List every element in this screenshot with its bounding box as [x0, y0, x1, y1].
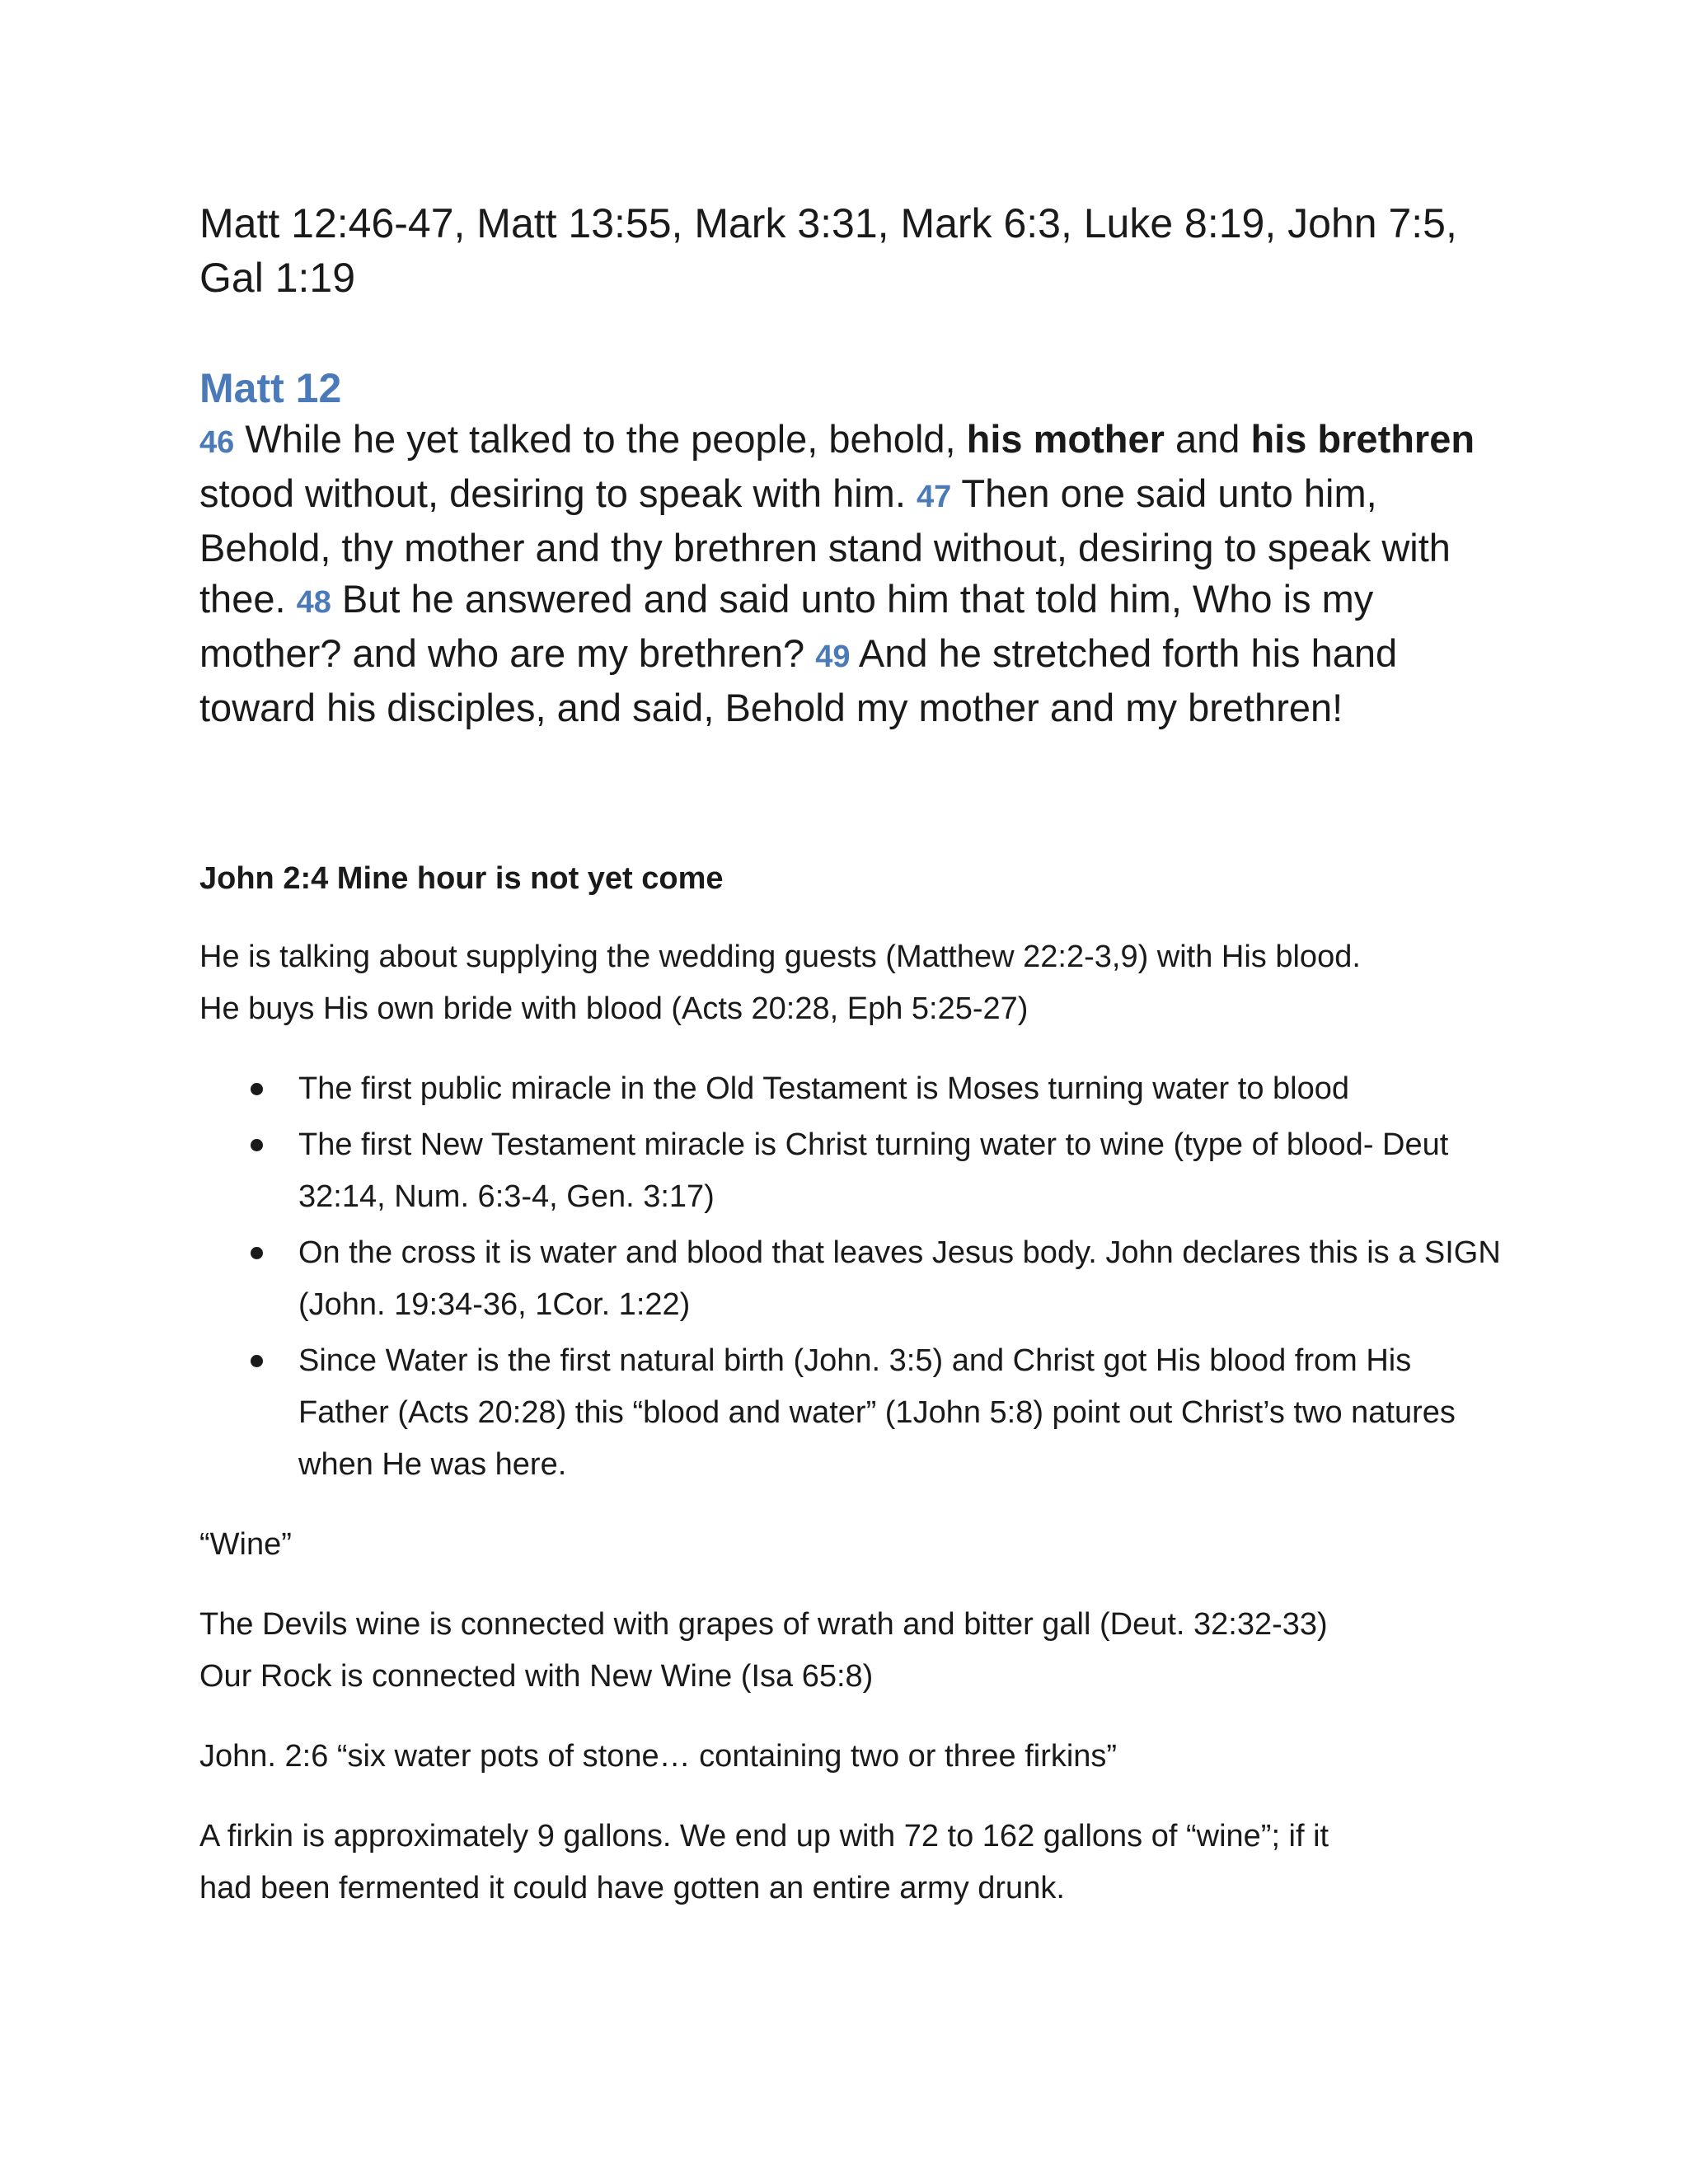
- list-item: [199, 1063, 1502, 1115]
- verse-46-bold-mother: his mother: [966, 417, 1165, 461]
- cross-references: [199, 196, 1502, 305]
- verse-number-49: 49: [815, 640, 851, 674]
- verse-47-text: Then one said unto him, Behold, thy mother and thy brethren stand without, desiring to speak with thee.: [199, 471, 1451, 621]
- verse-number-46: 46: [199, 425, 235, 460]
- firkin-paragraph: [199, 1811, 1502, 1915]
- list-item: [199, 1119, 1502, 1223]
- firkin-line-2: had been fermented it could have gotten an entire army drunk.: [199, 1871, 1065, 1905]
- verse-46-text-c: stood without, desiring to speak with him.: [199, 471, 917, 515]
- verse-46-text-b: and: [1164, 417, 1251, 461]
- firkin-line-1: A firkin is approximately 9 gallons. We end up with 72 to 162 gallons of “wine”; if it: [199, 1819, 1329, 1854]
- wine-paragraph: [199, 1599, 1502, 1703]
- study-notes: [199, 857, 1502, 1943]
- verse-number-48: 48: [296, 585, 331, 620]
- wine-line-1: The Devils wine is connected with grapes of wrath and bitter gall (Deut. 32:32-33): [199, 1607, 1328, 1642]
- bullet-text: Since Water is the first natural birth (John. 3:5) and Christ got His blood from His Father (Acts 20:28) this “blood and water” (1John 5:8) point out Christ’s two natures when He was here.: [298, 1343, 1456, 1482]
- wine-line-2: Our Rock is connected with New Wine (Isa 65:8): [199, 1659, 874, 1694]
- bullet-icon: [251, 1355, 263, 1367]
- notes-heading: John 2:4 Mine hour is not yet come: [199, 861, 724, 896]
- miracle-bullet-list: [199, 1063, 1502, 1491]
- bullet-text: The first New Testament miracle is Christ turning water to wine (type of blood- Deut 32:14, Num. 6:3-4, Gen. 3:17): [298, 1127, 1449, 1214]
- passage-title: Matt 12: [199, 365, 342, 411]
- passage-text: [199, 414, 1502, 733]
- intro-paragraph: [199, 931, 1502, 1035]
- intro-line-2: He buys His own bride with blood (Acts 20:28, Eph 5:25-27): [199, 991, 1029, 1026]
- verse-48-text: But he answered and said unto him that told him, Who is my mother? and who are my brethren?: [199, 577, 1374, 675]
- list-item: [199, 1227, 1502, 1331]
- document-page: [199, 196, 1502, 733]
- bullet-icon: [251, 1247, 263, 1259]
- verse-46-text-a: While he yet talked to the people, behold,: [234, 417, 967, 461]
- list-item: [199, 1335, 1502, 1491]
- references-line-1: Matt 12:46-47, Matt 13:55, Mark 3:31, Mark 6:3, Luke 8:19, John 7:5,: [199, 200, 1457, 246]
- bullet-text: On the cross it is water and blood that leaves Jesus body. John declares this is a SIGN (John. 19:34-36, 1Cor. 1:22): [298, 1235, 1501, 1322]
- bullet-text: The first public miracle in the Old Testament is Moses turning water to blood: [298, 1071, 1349, 1106]
- bullet-icon: [251, 1083, 263, 1095]
- verse-number-47: 47: [916, 480, 952, 514]
- bullet-icon: [251, 1139, 263, 1151]
- references-line-2: Gal 1:19: [199, 255, 356, 301]
- verse-46-bold-brethren: his brethren: [1250, 417, 1475, 461]
- wine-label: “Wine”: [199, 1527, 292, 1562]
- intro-line-1: He is talking about supplying the wedding guests (Matthew 22:2-3,9) with His blood.: [199, 940, 1361, 974]
- verse-49-text: And he stretched forth his hand toward his disciples, and said, Behold my mother and my brethren!: [199, 631, 1398, 729]
- firkins-quote: John. 2:6 “six water pots of stone… containing two or three firkins”: [199, 1739, 1118, 1774]
